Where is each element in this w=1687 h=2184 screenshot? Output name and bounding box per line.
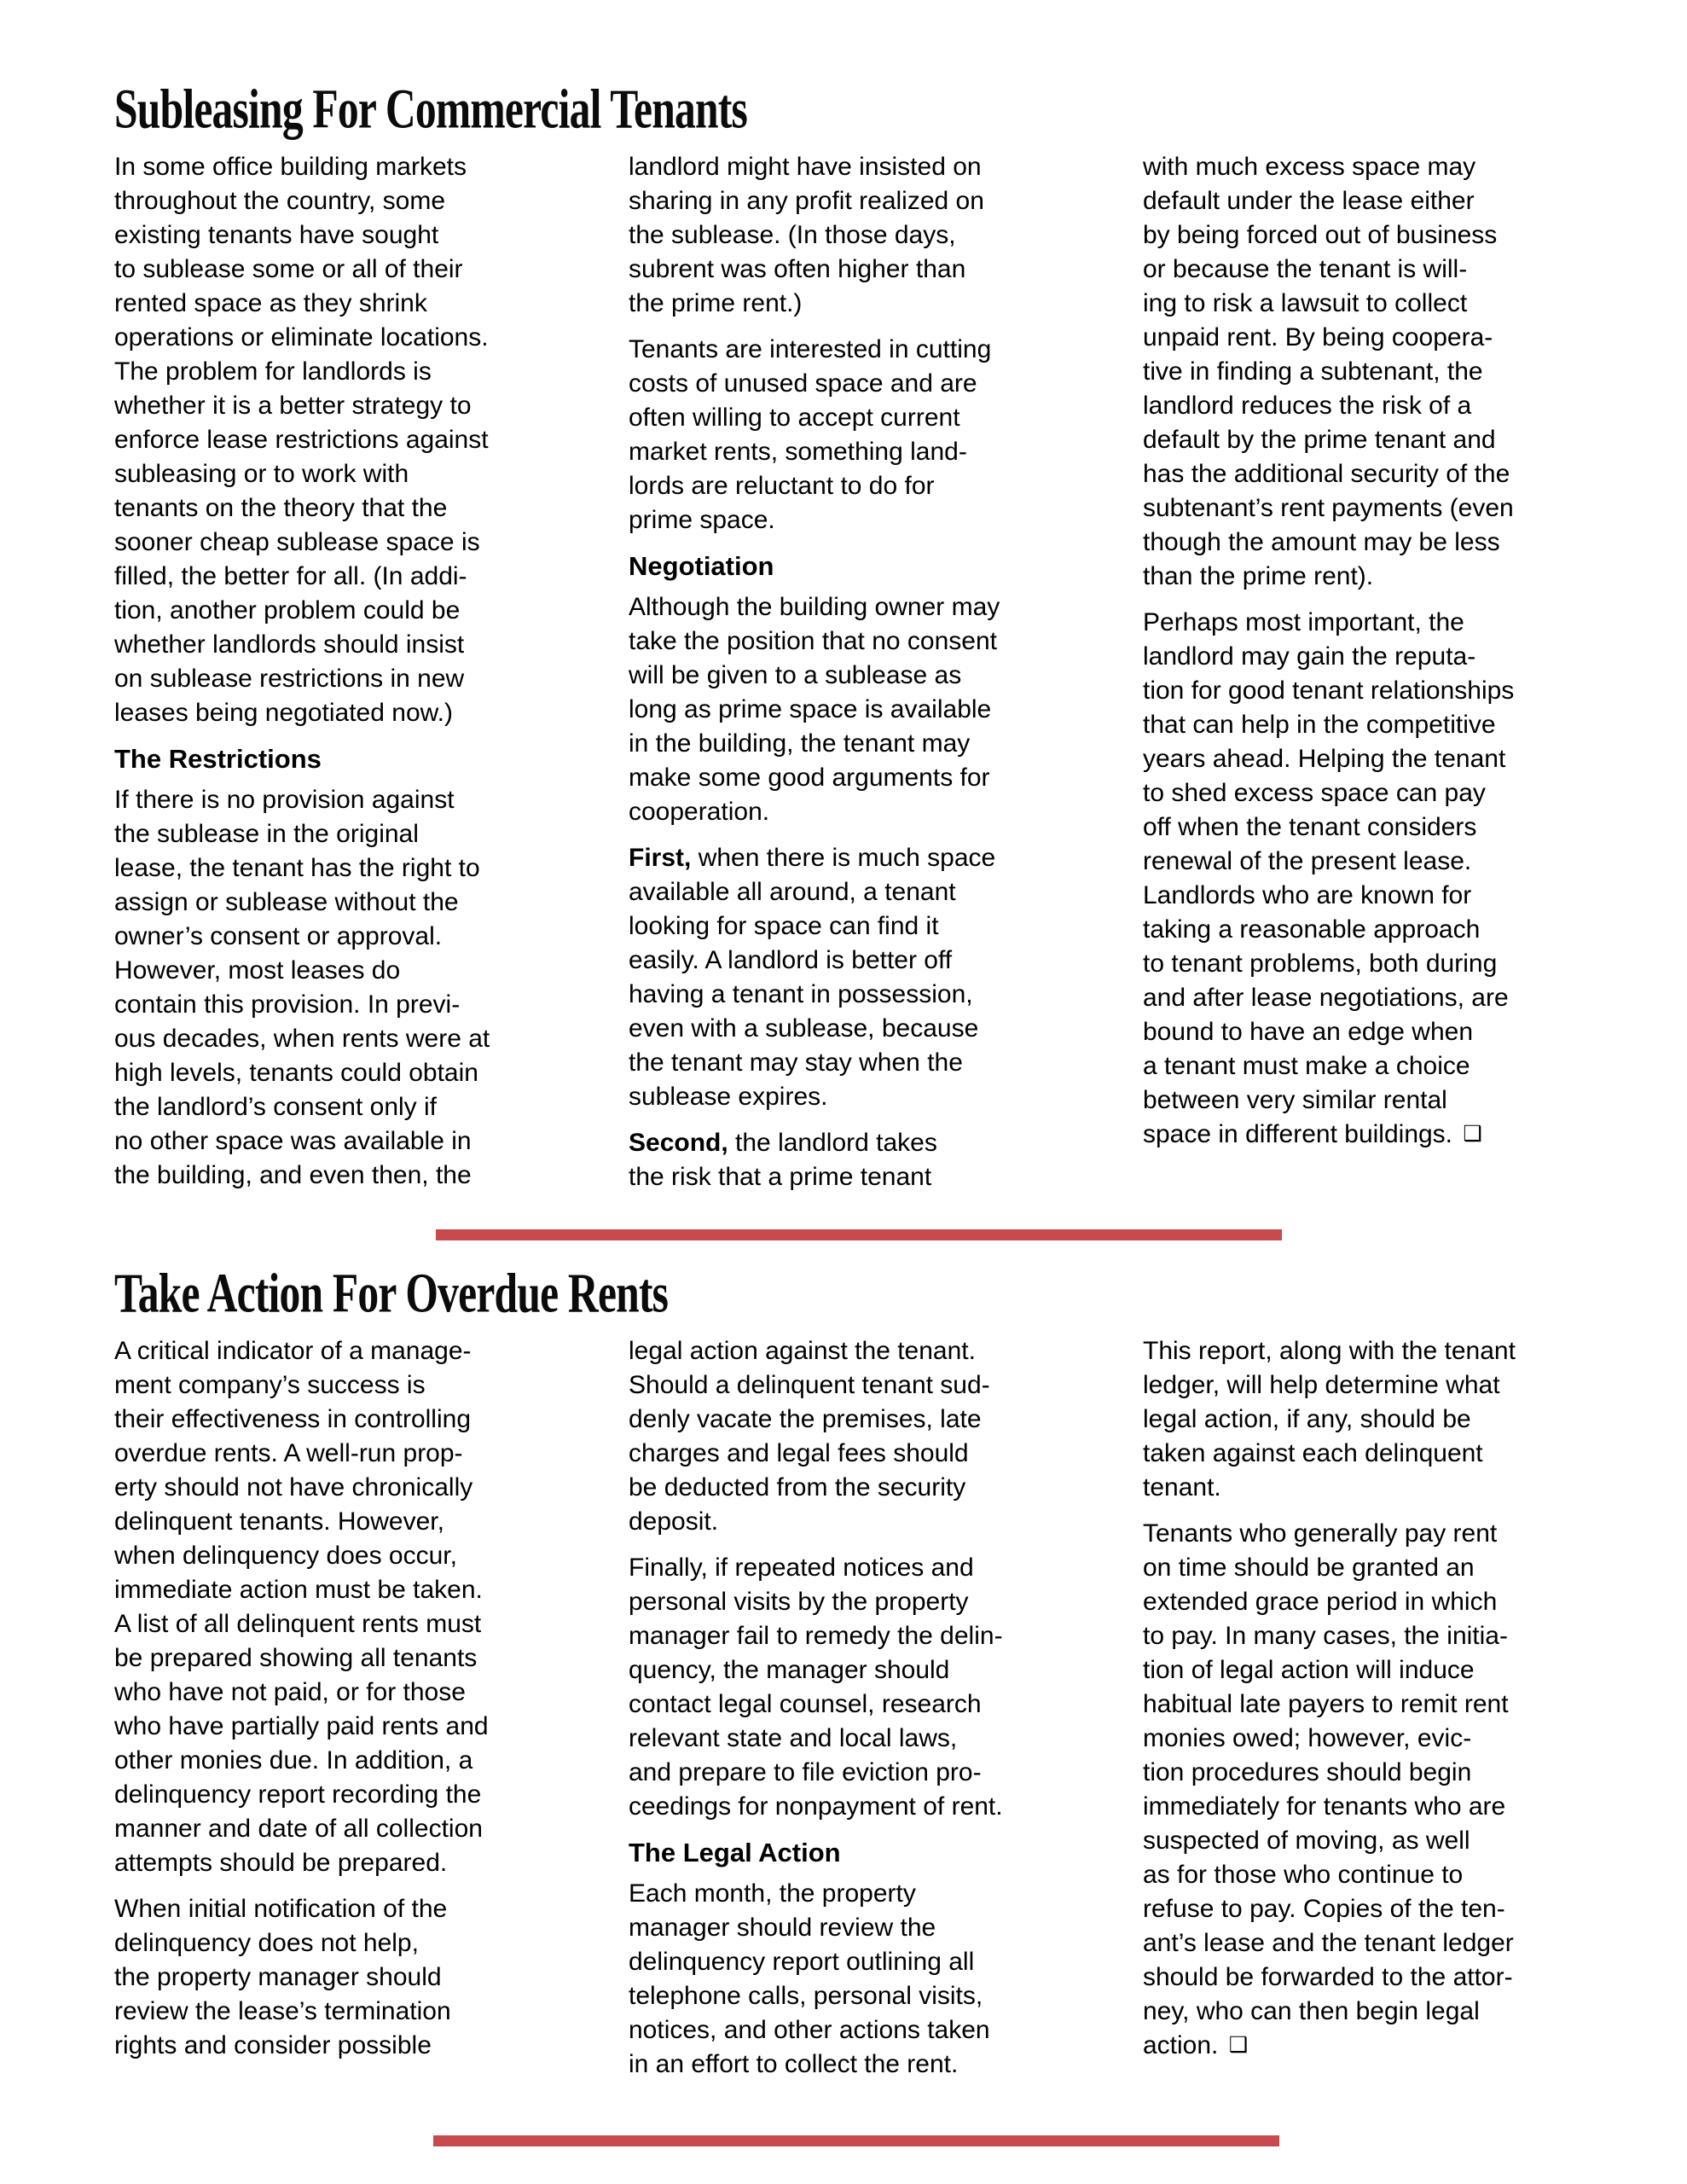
paragraph-line: Perhaps most important, the (1143, 608, 1464, 636)
paragraph-line: or because the tenant is will- (1143, 255, 1468, 283)
paragraph-line: on time should be granted an (1143, 1554, 1475, 1582)
article-columns (114, 1334, 1601, 2094)
paragraph-line: a tenant must make a choice (1143, 1052, 1470, 1080)
paragraph-line: the property manager should (114, 1963, 442, 1991)
paragraph-line: Tenants are interested in cutting (629, 335, 992, 363)
paragraph-line: legal action against the tenant. (629, 1337, 976, 1365)
paragraph (629, 1551, 1087, 1824)
paragraph-line: manager should review the (629, 1914, 936, 1942)
paragraph-line: prime space. (629, 506, 775, 534)
paragraph-line: The problem for landlords is (114, 357, 432, 386)
paragraph-line: subrent was often higher than (629, 255, 966, 283)
paragraph-line: personal visits by the property (629, 1588, 969, 1616)
paragraph-line: to sublease some or all of their (114, 255, 463, 283)
paragraph-line: taken against each delinquent (1143, 1439, 1483, 1467)
end-of-article-icon: ❑ (1463, 1122, 1482, 1146)
paragraph-line: bound to have an edge when (1143, 1018, 1473, 1046)
paragraph (1143, 1334, 1601, 1505)
paragraph-line: overdue rents. A well-run prop- (114, 1439, 463, 1467)
paragraph (629, 1126, 1087, 1194)
paragraph-line: A critical indicator of a manage- (114, 1337, 472, 1365)
paragraph (629, 841, 1087, 1114)
text-column (629, 1334, 1087, 2094)
paragraph-line: whether it is a better strategy to (114, 392, 472, 420)
paragraph (114, 1892, 572, 2063)
paragraph-line: on sublease restrictions in new (114, 665, 465, 693)
paragraph-line: ing to risk a lawsuit to collect (1143, 289, 1468, 317)
paragraph-line: denly vacate the premises, late (629, 1405, 982, 1433)
paragraph-line: rights and consider possible (114, 2031, 432, 2059)
paragraph-line: sharing in any profit realized on (629, 187, 984, 215)
paragraph-line: in the building, the tenant may (629, 729, 971, 758)
paragraph-line: easily. A landlord is better off (629, 946, 953, 974)
paragraph-line: no other space was available in (114, 1127, 472, 1155)
paragraph-line: landlord reduces the risk of a (1143, 392, 1472, 420)
paragraph-line: who have not paid, or for those (114, 1678, 466, 1706)
paragraph-line: market rents, something land- (629, 438, 967, 466)
paragraph-line: than the prime rent). (1143, 562, 1374, 590)
paragraph-line: space in different buildings. ❑ (1143, 1120, 1482, 1148)
paragraph-line: years ahead. Helping the tenant (1143, 745, 1506, 773)
paragraph-line: between very similar rental (1143, 1086, 1447, 1114)
paragraph-line: and after lease negotiations, are (1143, 984, 1509, 1012)
paragraph-line: Although the building owner may (629, 593, 1000, 621)
paragraph-line: default by the prime tenant and (1143, 426, 1496, 454)
paragraph-line: Each month, the property (629, 1879, 916, 1908)
paragraph-line: immediately for tenants who are (1143, 1792, 1506, 1821)
paragraph-line: suspected of moving, as well (1143, 1827, 1470, 1855)
paragraph (114, 783, 572, 1193)
paragraph-line: the prime rent.) (629, 289, 803, 317)
paragraph-line: subleasing or to work with (114, 460, 409, 488)
paragraph-line: action. ❑ (1143, 2031, 1249, 2059)
paragraph-line: delinquency does not help, (114, 1929, 419, 1957)
paragraph-line: A list of all delinquent rents must (114, 1610, 482, 1638)
paragraph-line: has the additional security of the (1143, 460, 1510, 488)
paragraph-line: be deducted from the security (629, 1473, 966, 1502)
text-column (114, 1334, 572, 2094)
paragraph-line: even with a sublease, because (629, 1014, 979, 1043)
paragraph-line: manner and date of all collection (114, 1815, 483, 1843)
paragraph (629, 590, 1087, 829)
paragraph-line: contain this provision. In previ- (114, 990, 461, 1019)
paragraph-line: owner’s consent or approval. (114, 922, 443, 950)
paragraph-line: If there is no provision against (114, 786, 455, 814)
paragraph-line: to tenant problems, both during (1143, 950, 1498, 978)
paragraph-line: ous decades, when rents were at (114, 1025, 490, 1053)
paragraph-line: lease, the tenant has the right to (114, 854, 480, 882)
paragraph-line: default under the lease either (1143, 187, 1475, 215)
paragraph-line: make some good arguments for (629, 764, 990, 792)
paragraph-line: renewal of the present lease. (1143, 847, 1472, 875)
text-column (1143, 1334, 1601, 2094)
paragraph-line: When initial notification of the (114, 1895, 448, 1923)
paragraph-line: deposit. (629, 1507, 719, 1536)
paragraph-line: tion procedures should begin (1143, 1758, 1472, 1786)
paragraph-line: should be forwarded to the attor- (1143, 1963, 1513, 1991)
paragraph-line: existing tenants have sought (114, 221, 439, 249)
paragraph-line: will be given to a sublease as (629, 661, 962, 689)
subheading: The Legal Action (629, 1838, 841, 1867)
paragraph-line: the risk that a prime tenant (629, 1163, 932, 1191)
paragraph-line: assign or sublease without the (114, 888, 459, 916)
paragraph-line: manager fail to remedy the delin- (629, 1622, 1003, 1650)
paragraph-line: in an effort to collect the rent. (629, 2050, 959, 2078)
paragraph-line: landlord may gain the reputa- (1143, 642, 1476, 671)
article-overdue-rents (114, 1263, 1601, 2094)
text-column (114, 150, 572, 1206)
paragraph-line: often willing to accept current (629, 404, 960, 432)
paragraph-line: refuse to pay. Copies of the ten- (1143, 1895, 1505, 1923)
text-column (1143, 150, 1601, 1206)
article-title: Take Action For Overdue Rents (114, 1263, 669, 1325)
paragraph-line: subtenant’s rent payments (even (1143, 494, 1514, 522)
article-title: Subleasing For Commercial Tenants (114, 78, 748, 141)
paragraph-line: Landlords who are known for (1143, 881, 1472, 909)
paragraph-line: Should a delinquent tenant sud- (629, 1371, 990, 1399)
paragraph-line: ledger, will help determine what (1143, 1371, 1500, 1399)
paragraph-line: be prepared showing all tenants (114, 1644, 478, 1672)
paragraph (1143, 150, 1601, 594)
paragraph-line: that can help in the competitive (1143, 711, 1496, 739)
paragraph-line: However, most leases do (114, 956, 401, 985)
paragraph-line: the tenant may stay when the (629, 1048, 963, 1077)
paragraph-line: having a tenant in possession, (629, 980, 973, 1008)
article-end-rule (433, 2135, 1279, 2146)
paragraph-line: the sublease in the original (114, 820, 419, 848)
paragraph-line: operations or eliminate locations. (114, 323, 489, 351)
paragraph-line: costs of unused space and are (629, 369, 977, 398)
paragraph-line: the sublease. (In those days, (629, 221, 956, 249)
paragraph-line: long as prime space is available (629, 695, 992, 723)
paragraph-line: to shed excess space can pay (1143, 779, 1486, 807)
paragraph-line: by being forced out of business (1143, 221, 1498, 249)
end-of-article-icon: ❑ (1228, 2033, 1249, 2057)
paragraph-line: First, when there is much space (629, 844, 996, 872)
paragraph-line: enforce lease restrictions against (114, 426, 489, 454)
paragraph-line: notices, and other actions taken (629, 2016, 990, 2044)
paragraph-line: available all around, a tenant (629, 878, 956, 906)
paragraph-line: monies owed; however, evic- (1143, 1724, 1472, 1752)
paragraph-line: telephone calls, personal visits, (629, 1982, 983, 2010)
paragraph-line: delinquent tenants. However, (114, 1507, 444, 1536)
paragraph-line: Second, the landlord takes (629, 1129, 937, 1157)
paragraph-line: tion of legal action will induce (1143, 1656, 1475, 1684)
paragraph-line: sublease expires. (629, 1083, 828, 1111)
paragraph-line: tion for good tenant relationships (1143, 677, 1515, 705)
paragraph (114, 1334, 572, 1880)
paragraph (1143, 1517, 1601, 2064)
paragraph (629, 333, 1087, 537)
paragraph-line: leases being negotiated now.) (114, 699, 453, 727)
article-subleasing (114, 78, 1601, 1206)
paragraph-line: high levels, tenants could obtain (114, 1059, 478, 1087)
paragraph-line: contact legal counsel, research (629, 1690, 982, 1718)
paragraph-line: the building, and even then, the (114, 1161, 472, 1189)
paragraph-line: tive in finding a subtenant, the (1143, 357, 1483, 386)
paragraph-line: lords are reluctant to do for (629, 472, 935, 500)
paragraph-line: off when the tenant considers (1143, 813, 1477, 841)
paragraph-line: tenant. (1143, 1473, 1221, 1502)
paragraph-line: ant’s lease and the tenant ledger (1143, 1929, 1514, 1957)
paragraph-line: with much excess space may (1143, 153, 1476, 181)
paragraph-line: landlord might have insisted on (629, 153, 982, 181)
paragraph-line: ment company’s success is (114, 1371, 426, 1399)
subheading: The Restrictions (114, 744, 322, 774)
paragraph-line: when delinquency does occur, (114, 1542, 457, 1570)
paragraph (114, 150, 572, 730)
paragraph-line: relevant state and local laws, (629, 1724, 958, 1752)
paragraph-line: take the position that no consent (629, 627, 997, 655)
paragraph-line: sooner cheap sublease space is (114, 528, 480, 556)
paragraph-line: cooperation. (629, 798, 770, 826)
paragraph-line: throughout the country, some (114, 187, 446, 215)
paragraph-line: attempts should be prepared. (114, 1849, 448, 1877)
paragraph-line: delinquency report recording the (114, 1780, 482, 1809)
paragraph-line: delinquency report outlining all (629, 1948, 975, 1976)
article-columns (114, 150, 1601, 1206)
text-column (629, 150, 1087, 1206)
bold-lead: Second, (629, 1129, 728, 1157)
paragraph (1143, 606, 1601, 1153)
paragraph-line: their effectiveness in controlling (114, 1405, 472, 1433)
paragraph-line: the landlord’s consent only if (114, 1093, 438, 1121)
paragraph (629, 1334, 1087, 1539)
paragraph-line: rented space as they shrink (114, 289, 427, 317)
paragraph-line: who have partially paid rents and (114, 1712, 489, 1740)
paragraph-line: habitual late payers to remit rent (1143, 1690, 1509, 1718)
paragraph-line: unpaid rent. By being coopera- (1143, 323, 1493, 351)
paragraph-line: tion, another problem could be (114, 596, 461, 624)
paragraph-line: quency, the manager should (629, 1656, 950, 1684)
paragraph-line: filled, the better for all. (In addi- (114, 562, 467, 590)
paragraph-line: Finally, if repeated notices and (629, 1554, 974, 1582)
paragraph-line: and prepare to file eviction pro- (629, 1758, 982, 1786)
paragraph (629, 1877, 1087, 2082)
paragraph-line: other monies due. In addition, a (114, 1746, 473, 1774)
paragraph-line: looking for space can find it (629, 912, 939, 940)
paragraph-line: charges and legal fees should (629, 1439, 969, 1467)
paragraph-line: as for those who continue to (1143, 1861, 1464, 1889)
paragraph-line: extended grace period in which (1143, 1588, 1498, 1616)
paragraph-line: legal action, if any, should be (1143, 1405, 1471, 1433)
subheading: Negotiation (629, 551, 774, 581)
paragraph-line: whether landlords should insist (114, 630, 465, 659)
paragraph (629, 150, 1087, 321)
paragraph-line: though the amount may be less (1143, 528, 1500, 556)
paragraph-line: erty should not have chronically (114, 1473, 473, 1502)
paragraph-line: Tenants who generally pay rent (1143, 1519, 1498, 1548)
article-end-rule (436, 1229, 1282, 1240)
paragraph-line: This report, along with the tenant (1143, 1337, 1516, 1365)
bold-lead: First, (629, 844, 692, 872)
paragraph-line: review the lease’s termination (114, 1997, 451, 2025)
paragraph-line: immediate action must be taken. (114, 1576, 483, 1604)
paragraph-line: taking a reasonable approach (1143, 915, 1481, 944)
paragraph-line: tenants on the theory that the (114, 494, 448, 522)
paragraph-line: In some office building markets (114, 153, 467, 181)
paragraph-line: to pay. In many cases, the initia- (1143, 1622, 1508, 1650)
paragraph-line: ney, who can then begin legal (1143, 1997, 1480, 2025)
paragraph-line: ceedings for nonpayment of rent. (629, 1792, 1003, 1821)
